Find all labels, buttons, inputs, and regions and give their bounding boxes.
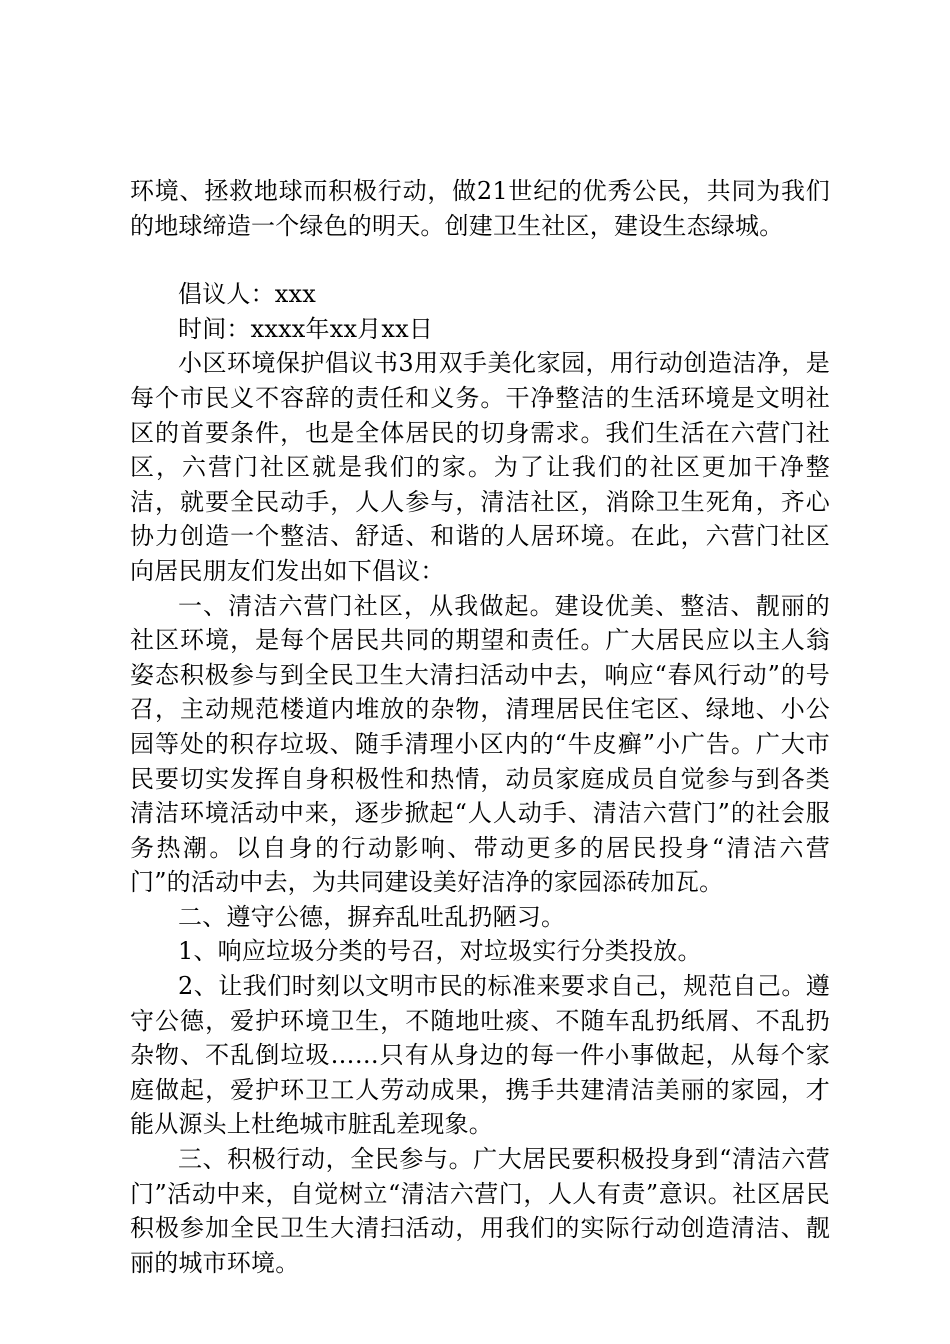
paragraph-closing-call: 环境、拯救地球而积极行动，做21世纪的优秀公民，共同为我们的地球缔造一个绿色的明天。创建卫生社区，建设生态绿城。 [130,177,830,240]
date-line: 时间：xxxx年xx月xx日 [178,314,434,343]
paragraph-proposal-2-heading: 二、遵守公德，摒弃乱吐乱扔陋习。 [178,902,566,931]
document-body [130,174,830,1280]
paragraph-proposal-1: 一、清洁六营门社区，从我做起。建设优美、整洁、靓丽的社区环境，是每个居民共同的期望和责任。广大居民应以主人翁姿态积极参与到全民卫生大清扫活动中去，响应“春风行动”的号召，主动规范楼道内堆放的杂物，清理居民住宅区、绿地、小公园等处的积存垃圾、随手清理小区内的“牛皮癣”小广告。广大市民要切实发挥自身积极性和热情，动员家庭成员自觉参与到各类清洁环境活动中来，逐步掀起“人人动手、清洁六营门”的社会服务热潮。以自身的行动影响、带动更多的居民投身“清洁六营门”的活动中去，为共同建设美好洁净的家园添砖加瓦。 [130,591,830,897]
paragraph-proposal-3: 三、积极行动，全民参与。广大居民要积极投身到“清洁六营门”活动中来，自觉树立“清洁六营门，人人有责”意识。社区居民积极参加全民卫生大清扫活动，用我们的实际行动创造清洁、靓丽的城市环境。 [130,1145,830,1277]
paragraph-proposal-2-item-2: 2、让我们时刻以文明市民的标准来要求自己，规范自己。遵守公德，爱护环境卫生，不随地吐痰、不随车乱扔纸屑、不乱扔杂物、不乱倒垃圾……只有从身边的每一件小事做起，从每个家庭做起，爱护环卫工人劳动成果，携手共建清洁美丽的家园，才能从源头上杜绝城市脏乱差现象。 [130,972,830,1139]
paragraph-proposal-2-item-1: 1、响应垃圾分类的号召，对垃圾实行分类投放。 [178,937,702,966]
paragraph-intro: 小区环境保护倡议书3用双手美化家园，用行动创造洁净，是每个市民义不容辞的责任和义务。干净整洁的生活环境是文明社区的首要条件，也是全体居民的切身需求。我们生活在六营门社区，六营门社区就是我们的家。为了让我们的社区更加干净整洁，就要全民动手，人人参与，清洁社区，消除卫生死角，齐心协力创造一个整洁、舒适、和谐的人居环境。在此，六营门社区向居民朋友们发出如下倡议： [130,349,830,585]
signer-line: 倡议人：xxx [178,280,317,309]
